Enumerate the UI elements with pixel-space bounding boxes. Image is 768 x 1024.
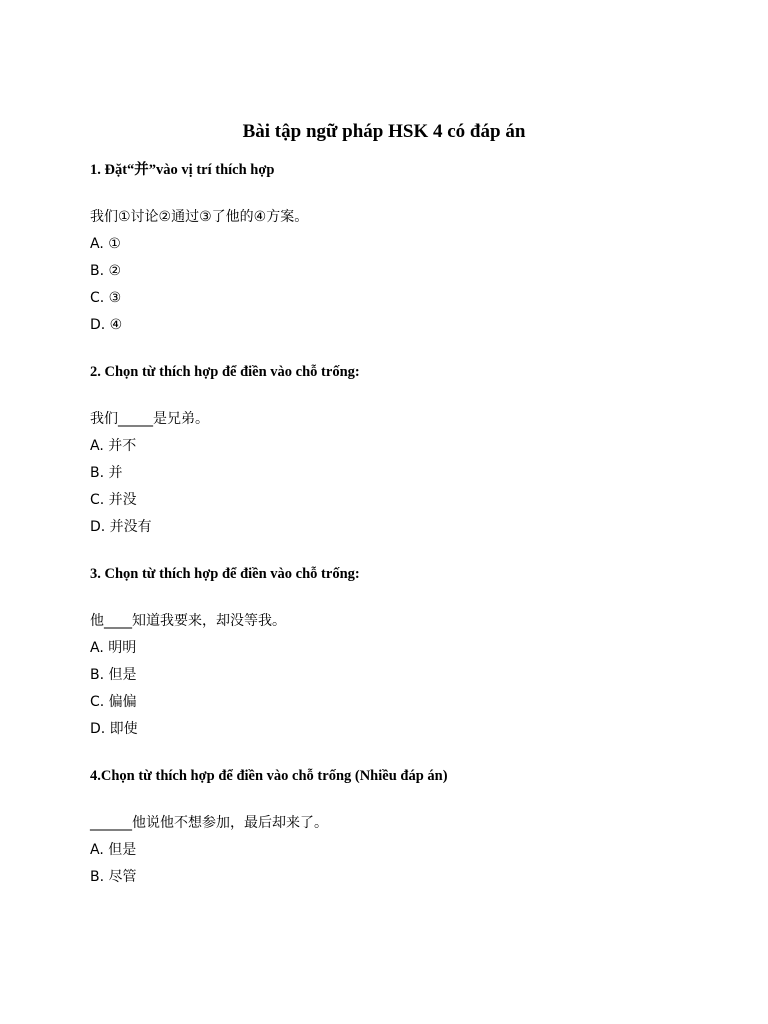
option-list <box>90 840 710 887</box>
option-d: D. 并没有 <box>90 519 152 535</box>
option-a: A. 明明 <box>90 640 137 656</box>
question-stem: ______他说他不想参加，最后却来了。 <box>90 815 328 831</box>
option-a: A. 但是 <box>90 842 137 858</box>
question-stem: 他____知道我要来，却没等我。 <box>90 613 286 629</box>
option-b: B. ② <box>90 263 122 279</box>
question-heading: 4.Chọn từ thích hợp để điền vào chỗ trống (Nhiều đáp án) <box>90 768 448 784</box>
option-c: C. 并没 <box>90 492 137 508</box>
option-a: A. ① <box>90 236 121 252</box>
option-c: C. ③ <box>90 290 122 306</box>
question-4 <box>90 766 710 887</box>
question-1 <box>90 160 710 335</box>
option-c: C. 偏偏 <box>90 694 137 710</box>
option-list <box>90 436 710 537</box>
option-list <box>90 234 710 335</box>
option-b: B. 但是 <box>90 667 137 683</box>
question-2 <box>90 362 710 537</box>
question-heading: 1. Đặt“并”vào vị trí thích hợp <box>90 162 275 178</box>
page-title: Bài tập ngữ pháp HSK 4 có đáp án <box>242 121 526 142</box>
option-a: A. 并不 <box>90 438 137 454</box>
question-heading: 2. Chọn từ thích hợp để điền vào chỗ trống: <box>90 364 360 380</box>
option-b: B. 尽管 <box>90 869 137 885</box>
option-d: D. ④ <box>90 317 123 333</box>
question-heading: 3. Chọn từ thích hợp để điền vào chỗ trống: <box>90 566 360 582</box>
option-d: D. 即使 <box>90 721 138 737</box>
question-3 <box>90 564 710 739</box>
question-stem: 我们_____是兄弟。 <box>90 411 209 427</box>
question-stem: 我们①讨论②通过③了他的④方案。 <box>90 209 309 225</box>
option-list <box>90 638 710 739</box>
option-b: B. 并 <box>90 465 123 481</box>
